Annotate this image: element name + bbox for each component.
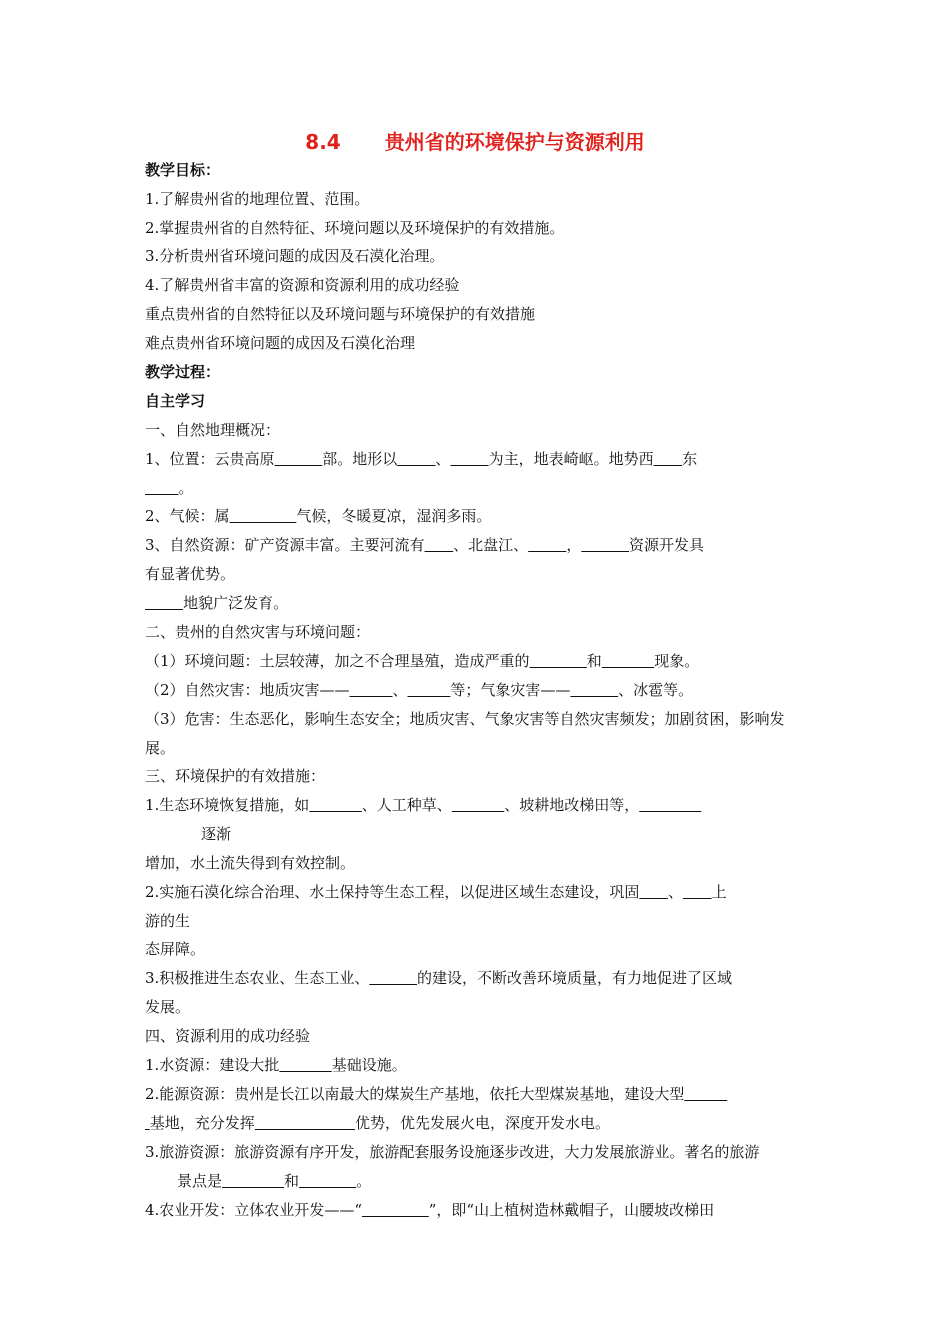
blank	[530, 652, 587, 670]
resource-tourism-cont: 景点是 和 。	[177, 1172, 372, 1190]
resource-agriculture: 4.农业开发：立体农业开发——“ ”，即“山上植树造林戴帽子，山腰坡改梯田	[145, 1201, 715, 1219]
blank	[602, 652, 654, 670]
blank	[299, 1172, 356, 1190]
objective-2: 2.掌握贵州省的自然特征、环境问题以及环境保护的有效措施。	[145, 219, 565, 237]
section-4-heading: 四、资源利用的成功经验	[145, 1027, 311, 1045]
section-number: 8.4	[305, 130, 341, 154]
item-env-problem: （1）环境问题：土层较薄，加之不合理垦殖，造成严重的 和 现象。	[145, 652, 700, 670]
section-1-heading: 一、自然地理概况：	[145, 421, 281, 439]
blank	[230, 507, 297, 525]
measure-1-wrap: 逐渐	[201, 825, 232, 843]
page-title	[0, 128, 950, 156]
item-location: 1、位置：云贵高原 部。地形以 、 为主，地表崎岖。地势西 东	[145, 450, 698, 468]
item-location-cont: 。	[145, 477, 810, 499]
blank	[639, 883, 668, 901]
resource-energy: 2.能源资源：贵州是长江以南最大的煤炭生产基地，依托大型煤炭基地，建设大型	[145, 1083, 810, 1105]
resource-tourism: 3.旅游资源：旅游资源有序开发，旅游配套服务设施逐步改进，大力发展旅游业。著名的旅游	[145, 1143, 760, 1161]
blank	[407, 681, 450, 699]
item-harm-cont: 展。	[145, 739, 176, 757]
blank	[222, 1172, 284, 1190]
blank	[350, 681, 393, 699]
section-2-heading: 二、贵州的自然灾害与环境问题：	[145, 623, 371, 641]
measure-2-end: 态屏障。	[145, 940, 206, 958]
measure-3: 3.积极推进生态农业、生态工业、 的建设，不断改善环境质量，有力地促进了区域	[145, 969, 733, 987]
blank	[145, 479, 178, 497]
key-points: 重点贵州省的自然特征以及环境问题与环境保护的有效措施	[145, 305, 536, 323]
measure-2-cont: 游的生	[145, 912, 191, 930]
blank	[581, 536, 629, 554]
blank	[275, 450, 323, 468]
item-landform: 地貌广泛发育。	[145, 592, 810, 614]
blank	[362, 1201, 429, 1219]
blank	[684, 1085, 727, 1103]
heading-self-study: 自主学习	[145, 392, 206, 410]
blank	[450, 450, 488, 468]
blank	[425, 536, 454, 554]
item-resources: 3、自然资源：矿产资源丰富。主要河流有 、北盘江、 ， 资源开发具	[145, 536, 705, 554]
section-3-heading: 三、环境保护的有效措施：	[145, 767, 326, 785]
item-harm: （3）危害：生态恶化，影响生态安全；地质灾害、气象灾害等自然灾害频发；加剧贫困，影响发	[145, 710, 785, 728]
difficult-points: 难点贵州省环境问题的成因及石漠化治理	[145, 334, 416, 352]
blank	[654, 450, 683, 468]
resource-water: 1.水资源：建设大批 基础设施。	[145, 1056, 407, 1074]
measure-2: 2.实施石漠化综合治理、水土保持等生态工程，以促进区域生态建设，巩固 、 上	[145, 883, 727, 901]
resource-energy-cont: 基地，充分发挥 优势，优先发展火电，深度开发水电。	[145, 1112, 810, 1134]
blank	[570, 681, 618, 699]
blank	[255, 1114, 355, 1132]
blank	[528, 536, 566, 554]
measure-3-cont: 发展。	[145, 998, 191, 1016]
objective-3: 3.分析贵州省环境问题的成因及石漠化治理。	[145, 247, 445, 265]
item-climate: 2、气候：属 气候，冬暖夏凉，湿润多雨。	[145, 507, 492, 525]
heading-objectives: 教学目标：	[145, 161, 221, 179]
blank	[309, 796, 361, 814]
objective-1: 1.了解贵州省的地理位置、范围。	[145, 190, 370, 208]
objective-4: 4.了解贵州省丰富的资源和资源利用的成功经验	[145, 276, 460, 294]
blank	[397, 450, 435, 468]
blank	[452, 796, 504, 814]
blank	[145, 594, 183, 612]
heading-process: 教学过程：	[145, 363, 221, 381]
blank	[683, 883, 712, 901]
item-resources-cont: 有显著优势。	[145, 565, 236, 583]
blank	[279, 1056, 331, 1074]
blank	[639, 796, 701, 814]
item-disasters: （2）自然灾害：地质灾害—— 、 等；气象灾害—— 、冰雹等。	[145, 681, 694, 699]
blank	[369, 969, 417, 987]
measure-1: 1.生态环境恢复措施，如 、人工种草、 、坡耕地改梯田等，	[145, 794, 810, 816]
title-text: 贵州省的环境保护与资源利用	[384, 130, 645, 154]
measure-1-cont: 增加，水土流失得到有效控制。	[145, 854, 356, 872]
